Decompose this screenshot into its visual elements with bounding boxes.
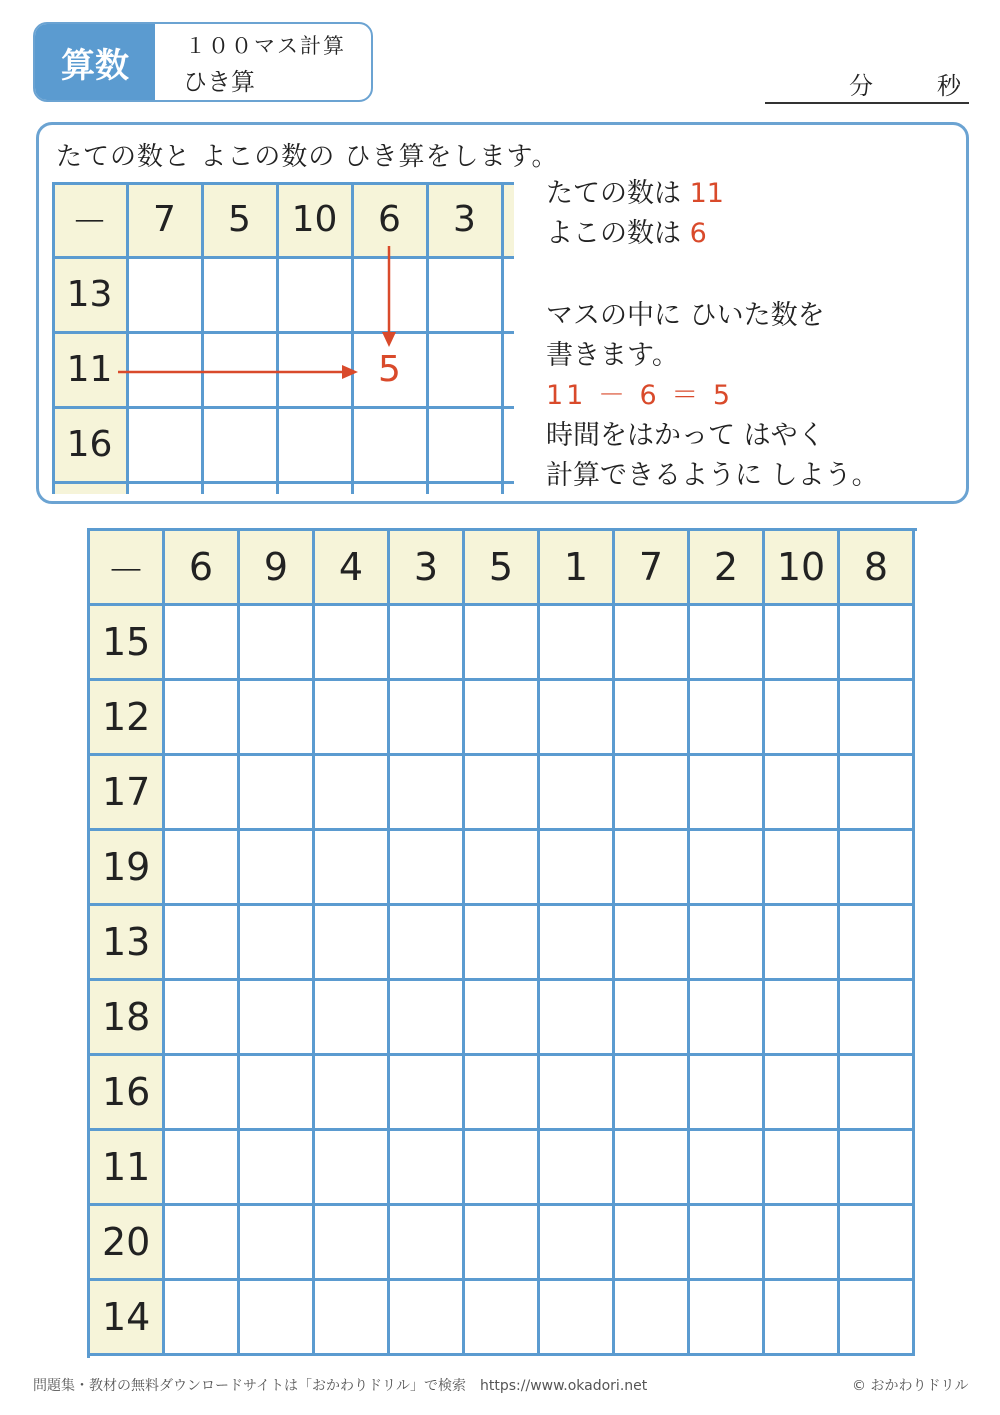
- answer-cell[interactable]: [765, 606, 840, 681]
- answer-cell[interactable]: [690, 981, 765, 1056]
- footer-source: 問題集・教材の無料ダウンロードサイトは「おかわりドリル」で検索 https://www.okadori.net: [33, 1378, 648, 1394]
- column-header: 6: [165, 531, 240, 606]
- example-row-header: 16: [66, 424, 113, 465]
- answer-cell[interactable]: [840, 681, 915, 756]
- answer-cell[interactable]: [240, 756, 315, 831]
- answer-cell[interactable]: [540, 1131, 615, 1206]
- answer-cell[interactable]: [540, 681, 615, 756]
- answer-cell[interactable]: [690, 906, 765, 981]
- answer-cell[interactable]: [390, 756, 465, 831]
- answer-cell[interactable]: [165, 981, 240, 1056]
- example-col-header: 6: [378, 199, 401, 240]
- horizontal-arrowhead: [342, 365, 358, 379]
- answer-cell[interactable]: [465, 831, 540, 906]
- answer-cell[interactable]: [390, 1281, 465, 1356]
- column-header: 7: [615, 531, 690, 606]
- explanation-desc: 計算できるように しよう。: [546, 460, 879, 491]
- answer-cell[interactable]: [315, 1281, 390, 1356]
- answer-cell[interactable]: [765, 981, 840, 1056]
- answer-cell[interactable]: [690, 1281, 765, 1356]
- answer-cell[interactable]: [765, 756, 840, 831]
- column-header: 10: [765, 531, 840, 606]
- answer-cell[interactable]: [840, 1281, 915, 1356]
- worksheet-title: ひき算: [183, 68, 255, 96]
- subtraction-grid: [87, 528, 917, 1358]
- example-row-header: 13: [66, 274, 113, 315]
- answer-cell[interactable]: [390, 906, 465, 981]
- answer-cell[interactable]: [615, 1131, 690, 1206]
- answer-cell[interactable]: [165, 756, 240, 831]
- column-header: 3: [390, 531, 465, 606]
- answer-cell[interactable]: [540, 906, 615, 981]
- footer-copyright: © おかわりドリル: [852, 1378, 969, 1394]
- explanation-desc: マスの中に ひいた数を: [546, 300, 825, 331]
- answer-cell[interactable]: [390, 981, 465, 1056]
- answer-cell[interactable]: [765, 1056, 840, 1131]
- answer-cell[interactable]: [240, 1206, 315, 1281]
- column-header: 1: [540, 531, 615, 606]
- answer-cell[interactable]: [240, 606, 315, 681]
- answer-cell[interactable]: [690, 1206, 765, 1281]
- answer-cell[interactable]: [465, 1131, 540, 1206]
- answer-cell[interactable]: [615, 756, 690, 831]
- answer-cell[interactable]: [690, 681, 765, 756]
- answer-cell[interactable]: [465, 606, 540, 681]
- instruction-title: たての数と よこの数の ひき算をします。: [56, 142, 559, 172]
- answer-cell[interactable]: [165, 1281, 240, 1356]
- example-operator: －: [71, 202, 108, 243]
- answer-cell[interactable]: [840, 756, 915, 831]
- row-header: 20: [90, 1206, 165, 1281]
- answer-cell[interactable]: [615, 606, 690, 681]
- explanation-value: 11: [689, 178, 724, 209]
- example-equation: 11 － 6 ＝ 5: [546, 380, 734, 411]
- row-header: 11: [90, 1131, 165, 1206]
- worksheet-series: １００マス計算: [185, 34, 346, 58]
- answer-cell[interactable]: [315, 606, 390, 681]
- answer-cell[interactable]: [240, 831, 315, 906]
- answer-cell[interactable]: [465, 756, 540, 831]
- answer-cell[interactable]: [540, 1206, 615, 1281]
- answer-cell[interactable]: [540, 831, 615, 906]
- answer-cell[interactable]: [690, 606, 765, 681]
- column-header: 4: [315, 531, 390, 606]
- answer-cell[interactable]: [390, 1056, 465, 1131]
- answer-cell[interactable]: [840, 1206, 915, 1281]
- answer-cell[interactable]: [615, 681, 690, 756]
- subject-label: 算数: [35, 24, 155, 100]
- row-header: 18: [90, 981, 165, 1056]
- answer-cell[interactable]: [765, 1281, 840, 1356]
- grid-operator: －: [90, 531, 165, 606]
- example-grid: [52, 182, 514, 494]
- answer-cell[interactable]: [165, 831, 240, 906]
- answer-cell[interactable]: [615, 831, 690, 906]
- answer-cell[interactable]: [390, 831, 465, 906]
- answer-cell[interactable]: [315, 1056, 390, 1131]
- answer-cell[interactable]: [240, 1131, 315, 1206]
- answer-cell[interactable]: [390, 606, 465, 681]
- answer-cell[interactable]: [315, 906, 390, 981]
- answer-cell[interactable]: [690, 756, 765, 831]
- row-header: 15: [90, 606, 165, 681]
- answer-cell[interactable]: [165, 1131, 240, 1206]
- answer-cell[interactable]: [840, 906, 915, 981]
- example-col-header: 5: [228, 199, 251, 240]
- vertical-arrowhead: [382, 332, 396, 347]
- answer-cell[interactable]: [615, 1056, 690, 1131]
- answer-cell[interactable]: [540, 1056, 615, 1131]
- example-arrows: [52, 182, 514, 494]
- example-answer: 5: [378, 349, 401, 390]
- answer-cell[interactable]: [240, 1281, 315, 1356]
- minutes-label: 分: [849, 72, 873, 100]
- answer-cell[interactable]: [315, 1206, 390, 1281]
- explanation-line-horizontal: [546, 214, 707, 254]
- row-header: 17: [90, 756, 165, 831]
- answer-cell[interactable]: [315, 981, 390, 1056]
- answer-cell[interactable]: [240, 981, 315, 1056]
- column-header: 5: [465, 531, 540, 606]
- answer-cell[interactable]: [165, 906, 240, 981]
- explanation-desc: 書きます。: [546, 340, 679, 371]
- example-row-header: 11: [66, 349, 113, 390]
- explanation-line-vertical: [546, 174, 724, 214]
- example-col-header: 7: [153, 199, 176, 240]
- example-col-header: 10: [291, 199, 338, 240]
- time-record-field: [765, 62, 969, 104]
- answer-cell[interactable]: [765, 681, 840, 756]
- answer-cell[interactable]: [615, 1206, 690, 1281]
- answer-cell[interactable]: [690, 1131, 765, 1206]
- answer-cell[interactable]: [240, 906, 315, 981]
- column-header: 2: [690, 531, 765, 606]
- answer-cell[interactable]: [390, 681, 465, 756]
- explanation-label: よこの数は: [546, 218, 681, 249]
- answer-cell[interactable]: [840, 1131, 915, 1206]
- answer-cell[interactable]: [765, 1206, 840, 1281]
- answer-cell[interactable]: [465, 1056, 540, 1131]
- answer-cell[interactable]: [840, 606, 915, 681]
- answer-cell[interactable]: [765, 1131, 840, 1206]
- answer-cell[interactable]: [540, 1281, 615, 1356]
- row-header: 12: [90, 681, 165, 756]
- answer-cell[interactable]: [615, 906, 690, 981]
- row-header: 13: [90, 906, 165, 981]
- column-header: 9: [240, 531, 315, 606]
- answer-cell[interactable]: [765, 906, 840, 981]
- answer-cell[interactable]: [690, 1056, 765, 1131]
- answer-cell[interactable]: [840, 981, 915, 1056]
- answer-cell[interactable]: [390, 1131, 465, 1206]
- explanation-value: 6: [689, 218, 707, 249]
- answer-cell[interactable]: [315, 831, 390, 906]
- answer-cell[interactable]: [165, 606, 240, 681]
- row-header: 19: [90, 831, 165, 906]
- row-header: 14: [90, 1281, 165, 1356]
- answer-cell[interactable]: [465, 1206, 540, 1281]
- answer-cell[interactable]: [465, 906, 540, 981]
- answer-cell[interactable]: [165, 1206, 240, 1281]
- answer-cell[interactable]: [540, 756, 615, 831]
- answer-cell[interactable]: [840, 831, 915, 906]
- answer-cell[interactable]: [765, 831, 840, 906]
- answer-cell[interactable]: [315, 756, 390, 831]
- answer-cell[interactable]: [615, 981, 690, 1056]
- answer-cell[interactable]: [540, 981, 615, 1056]
- answer-cell[interactable]: [465, 981, 540, 1056]
- title-badge: [33, 22, 373, 102]
- column-header: 8: [840, 531, 915, 606]
- answer-cell[interactable]: [315, 681, 390, 756]
- seconds-label: 秒: [937, 72, 961, 100]
- explanation-label: たての数は: [546, 178, 681, 209]
- answer-cell[interactable]: [315, 1131, 390, 1206]
- answer-cell[interactable]: [840, 1056, 915, 1131]
- explanation-desc: 時間をはかって はやく: [546, 420, 825, 451]
- row-header: 16: [90, 1056, 165, 1131]
- answer-cell[interactable]: [240, 681, 315, 756]
- answer-cell[interactable]: [165, 681, 240, 756]
- answer-cell[interactable]: [540, 606, 615, 681]
- answer-cell[interactable]: [465, 1281, 540, 1356]
- answer-cell[interactable]: [615, 1281, 690, 1356]
- answer-cell[interactable]: [165, 1056, 240, 1131]
- answer-cell[interactable]: [240, 1056, 315, 1131]
- answer-cell[interactable]: [465, 681, 540, 756]
- answer-cell[interactable]: [390, 1206, 465, 1281]
- answer-cell[interactable]: [690, 831, 765, 906]
- example-col-header: 3: [453, 199, 476, 240]
